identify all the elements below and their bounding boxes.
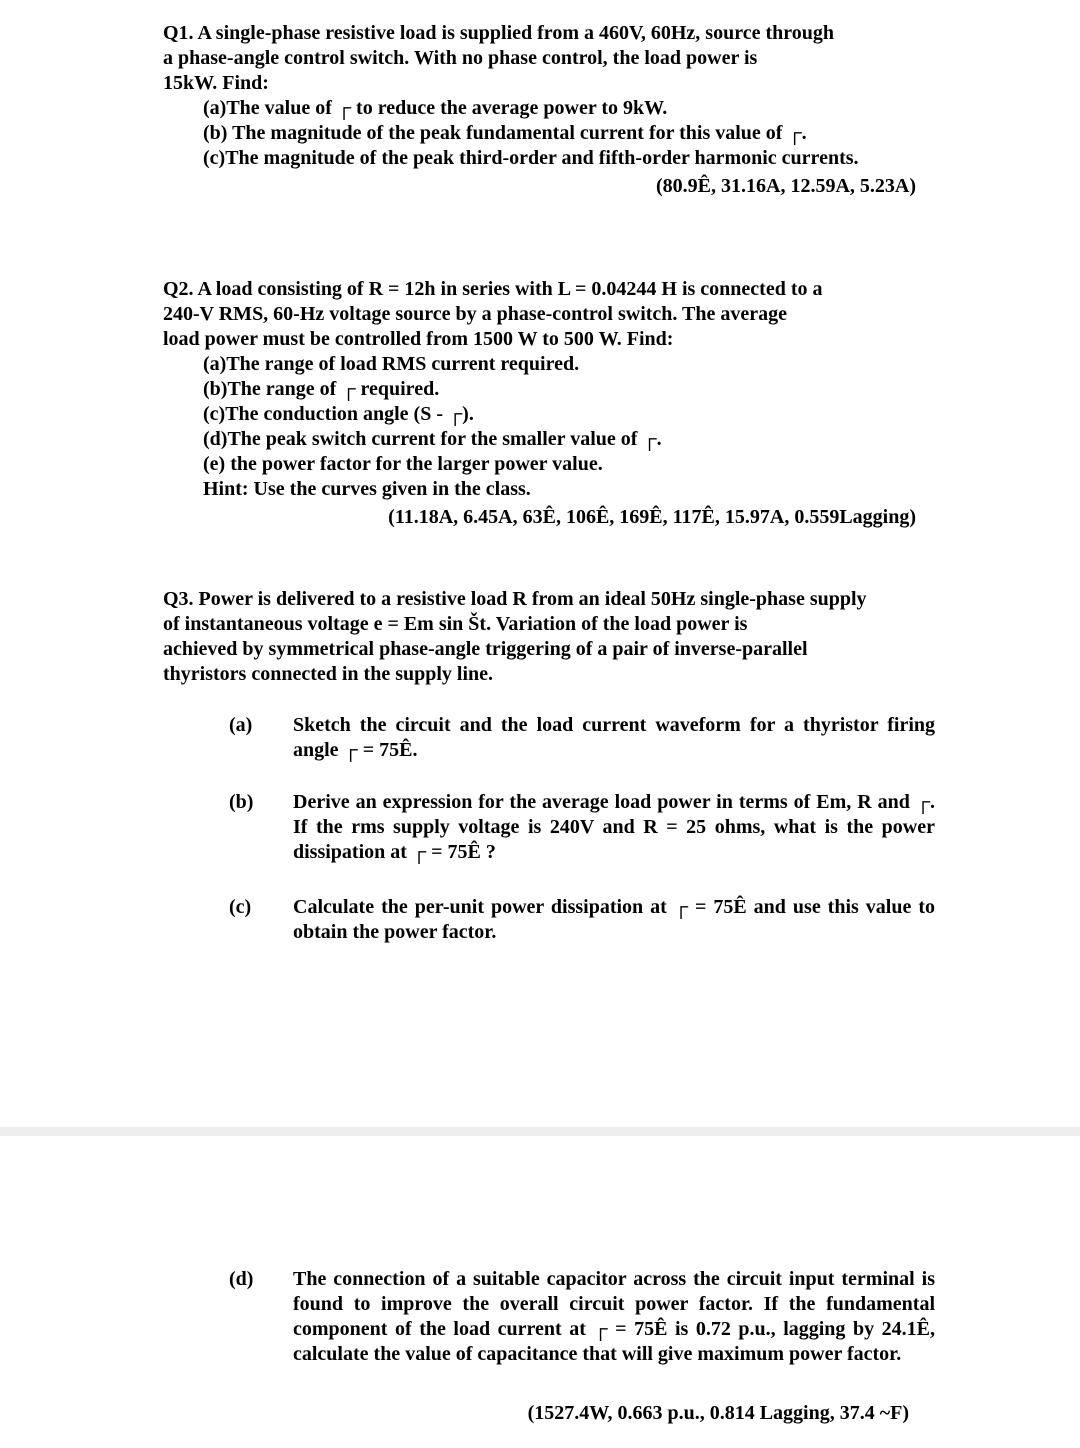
q2-option-d: (d)The peak switch current for the smaller value of ┌. xyxy=(203,428,662,450)
q2-hint: Hint: Use the curves given in the class. xyxy=(203,478,531,500)
page-separator xyxy=(0,1127,1080,1136)
q2-answer: (11.18A, 6.45A, 63Ê, 106Ê, 169Ê, 117Ê, 15.97A, 0.559Lagging) xyxy=(388,506,916,528)
question-3 xyxy=(163,587,935,687)
q1-option-a: (a)The value of ┌ to reduce the average power to 9kW. xyxy=(203,97,668,119)
q3-part-c-label: (c) xyxy=(229,896,252,918)
q2-option-a: (a)The range of load RMS current required. xyxy=(203,353,580,375)
q2-option-c: (c)The conduction angle (S - ┌). xyxy=(203,403,474,425)
q1-line-3: 15kW. Find: xyxy=(163,72,269,94)
q3-answer: (1527.4W, 0.663 p.u., 0.814 Lagging, 37.4 ~F) xyxy=(527,1402,909,1424)
q3-part-b-text: Derive an expression for the average load power in terms of Em, R and ┌. If the rms supply voltage is 240V and R = 25 ohms, what is the power dissipation at ┌ = 75Ê ? xyxy=(293,791,935,863)
document-page-2 xyxy=(0,1136,1080,1448)
q1-answer: (80.9Ê, 31.16A, 12.59A, 5.23A) xyxy=(656,175,916,197)
q1-line-2: a phase-angle control switch. With no phase control, the load power is xyxy=(163,47,758,69)
q3-line-2: of instantaneous voltage e = Em sin Št. Variation of the load power is xyxy=(163,613,748,635)
q2-line-2: 240-V RMS, 60-Hz voltage source by a phase-control switch. The average xyxy=(163,303,788,325)
q2-line-1: Q2. A load consisting of R = 12h in series with L = 0.04244 H is connected to a xyxy=(163,278,823,300)
q1-option-c: (c)The magnitude of the peak third-order and fifth-order harmonic currents. xyxy=(203,147,859,169)
q2-line-3: load power must be controlled from 1500 W to 500 W. Find: xyxy=(163,328,674,350)
q1-option-b: (b) The magnitude of the peak fundamental current for this value of ┌. xyxy=(203,122,807,144)
q3-part-c-text: Calculate the per-unit power dissipation at ┌ = 75Ê and use this value to obtain the power factor. xyxy=(293,896,935,943)
question-2-statement xyxy=(163,277,916,352)
q2-option-e: (e) the power factor for the larger power value. xyxy=(203,453,603,475)
q1-line-1: Q1. A single-phase resistive load is supplied from a 460V, 60Hz, source through xyxy=(163,22,835,44)
question-1-statement xyxy=(163,21,916,96)
q2-option-b: (b)The range of ┌ required. xyxy=(203,378,440,400)
question-1 xyxy=(163,21,916,199)
q3-part-a-text: Sketch the circuit and the load current waveform for a thyristor firing angle ┌ = 75Ê. xyxy=(293,714,935,761)
q3-line-1: Q3. Power is delivered to a resistive load R from an ideal 50Hz single-phase supply xyxy=(163,588,867,610)
q3-line-3: achieved by symmetrical phase-angle triggering of a pair of inverse-parallel xyxy=(163,638,808,660)
q3-line-4: thyristors connected in the supply line. xyxy=(163,663,494,685)
q3-part-a-label: (a) xyxy=(229,714,253,736)
question-3-statement xyxy=(163,587,935,687)
q3-part-d-label: (d) xyxy=(229,1268,254,1290)
q3-part-d-text: The connection of a suitable capacitor across the circuit input terminal is found to improve the overall circuit power factor. If the fundamental component of the load current at ┌ = 75Ê is 0.72 p.u., lagging by 24.1Ê, calculate the value of capacitance that will give maximum power factor. xyxy=(293,1268,935,1365)
question-2 xyxy=(163,277,916,530)
q3-part-b-label: (b) xyxy=(229,791,254,813)
